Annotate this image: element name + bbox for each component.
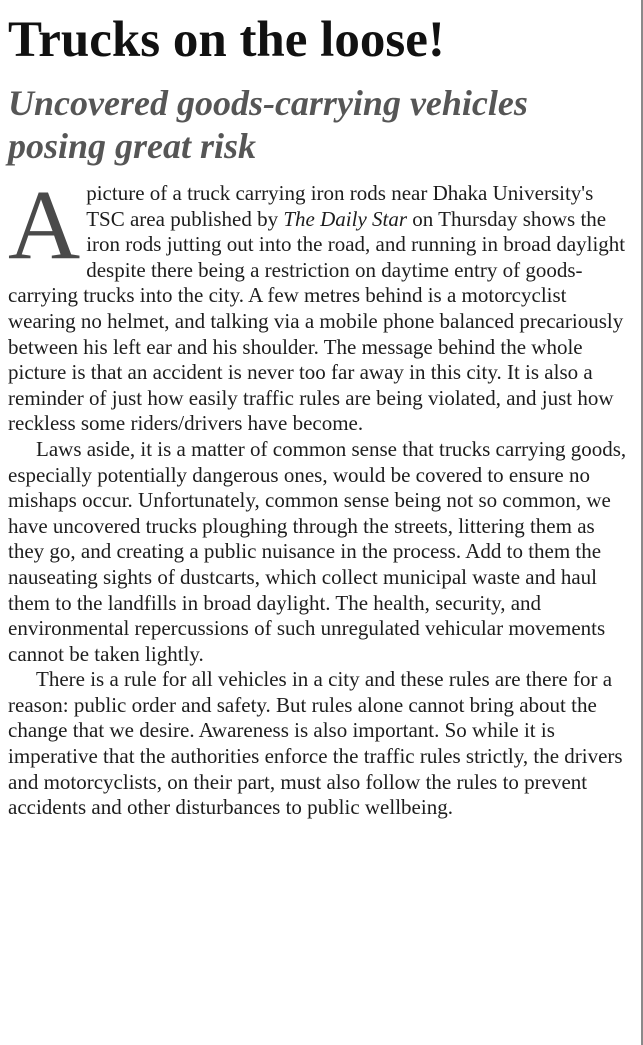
paragraph-2: Laws aside, it is a matter of common sense that trucks carrying goods, especially potentially dangerous ones, would be covered to ensure no mishaps occur. Unfortunately, common sense being not so common, we have uncovered trucks ploughing through the streets, littering them as they go, and creating a public nuisance in the process. Add to them the nauseating sights of dustcarts, which collect municipal waste and haul them to the landfills in broad daylight. The health, security, and environmental repercussions of such unregulated vehicular movements cannot be taken lightly. <box>8 436 627 666</box>
paragraph-1-text-start: picture of a truck carrying iron rods near Dhaka University's TSC area published by <box>86 181 594 231</box>
drop-cap: A <box>8 169 81 280</box>
publication-name: The Daily Star <box>283 206 408 231</box>
headline: Trucks on the loose! <box>8 12 445 68</box>
paragraph-1 <box>8 169 636 437</box>
paragraph-1-text-end: on Thursday shows the iron rods jutting out into the road, and running in broad daylight despite there being a restriction on daytime entry of goods-carrying trucks into the city. A few metres behind is a motorcyclist wearing no helmet, and talking via a mobile phone balanced precariously between his left ear and his shoulder. The message behind the whole picture is that an accident is never too far away in this city. It is also a reminder of just how easily traffic rules are being violated, and just how reckless some riders/drivers have become. <box>8 206 626 436</box>
article-body <box>8 169 636 821</box>
subheadline: Uncovered goods-carrying vehicles posing great risk <box>8 83 528 166</box>
paragraph-3: There is a rule for all vehicles in a city and these rules are there for a reason: public order and safety. But rules alone cannot bring about the change that we desire. Awareness is also important. So while it is imperative that the authorities enforce the traffic rules strictly, the drivers and motorcyclists, on their part, must also follow the rules to prevent accidents and other disturbances to public wellbeing. <box>8 667 623 820</box>
editorial-article <box>8 0 636 821</box>
